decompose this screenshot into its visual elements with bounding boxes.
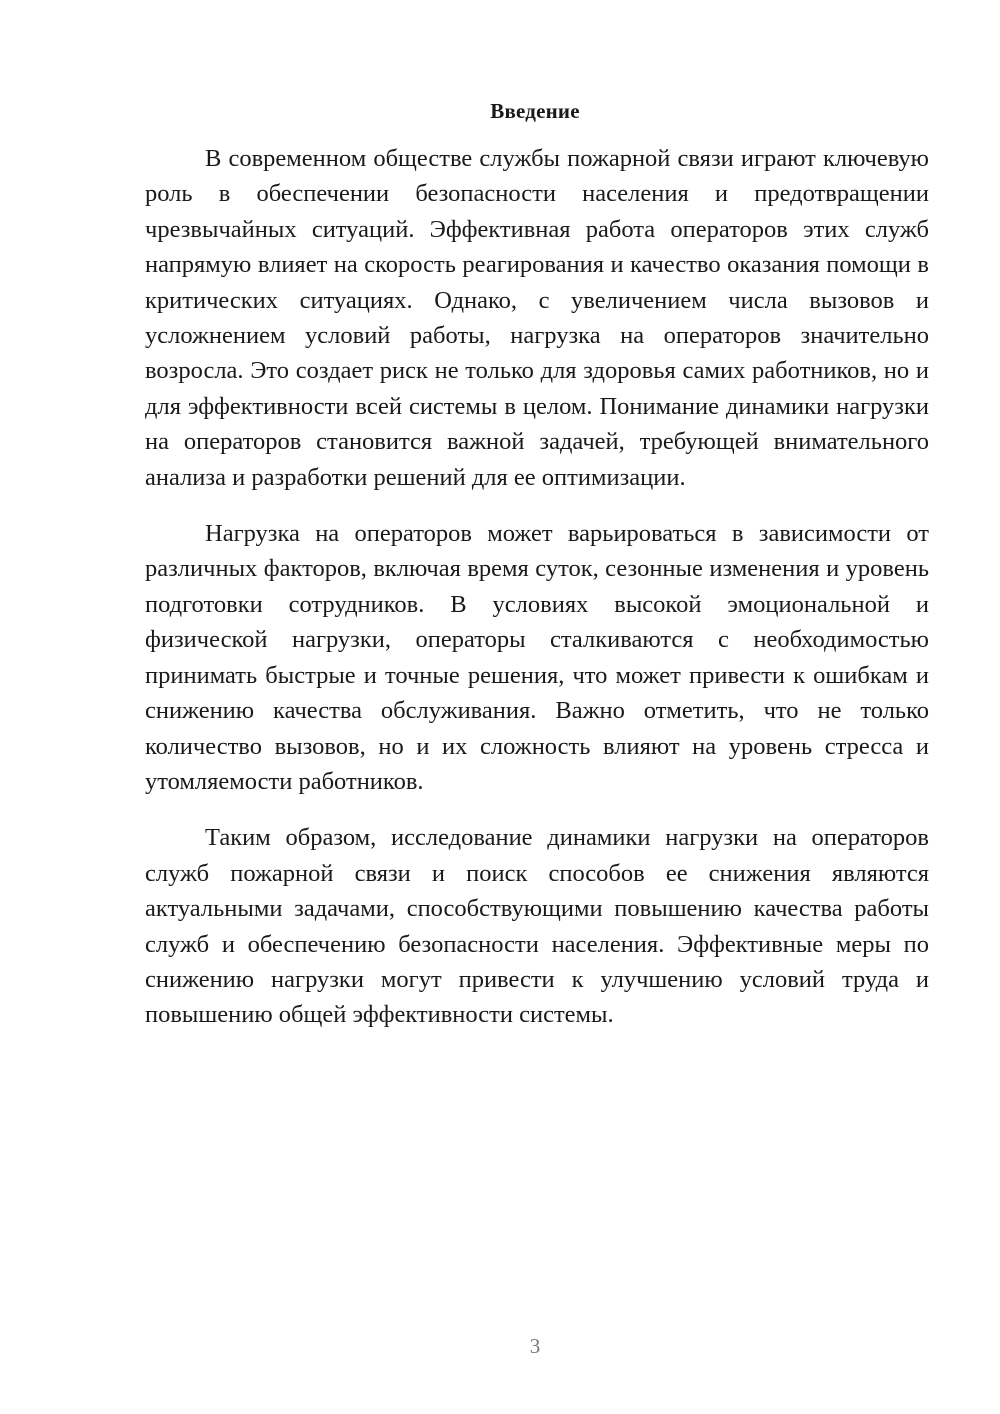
paragraph-2: Нагрузка на операторов может варьироваться в зависимости от различных факторов, включая время суток, сезонные изменения и уровень подготовки сотрудников. В условиях высокой эмоциональной и физической нагрузки, операторы сталкиваются с необходимостью принимать быстрые и точные решения, что может привести к ошибкам и снижению качества обслуживания. Важно отметить, что не только количество вызовов, но и их сложность влияют на уровень стресса и утомляемости работников. — [145, 520, 929, 795]
paragraph-3: Таким образом, исследование динамики нагрузки на операторов служб пожарной связи и поиск способов ее снижения являются актуальными задачами, способствующими повышению качества работы служб и обеспечению безопасности населения. Эффективные меры по снижению нагрузки могут привести к улучшению условий труда и повышению общей эффективности системы. — [145, 824, 929, 1029]
section-heading: Введение — [490, 99, 580, 123]
document-body — [145, 141, 929, 1033]
page-number: 3 — [529, 1334, 541, 1358]
paragraph-1: В современном обществе службы пожарной связи играют ключевую роль в обеспечении безопасности населения и предотвращении чрезвычайных ситуаций. Эффективная работа операторов этих служб напрямую влияет на скорость реагирования и качество оказания помощи в критических ситуациях. Однако, с увеличением числа вызовов и усложнением условий работы, нагрузка на операторов значительно возросла. Это создает риск не только для здоровья самих работников, но и для эффективности всей системы в целом. Понимание динамики нагрузки на операторов становится важной задачей, требующей внимательного анализа и разработки решений для ее оптимизации. — [145, 145, 929, 491]
